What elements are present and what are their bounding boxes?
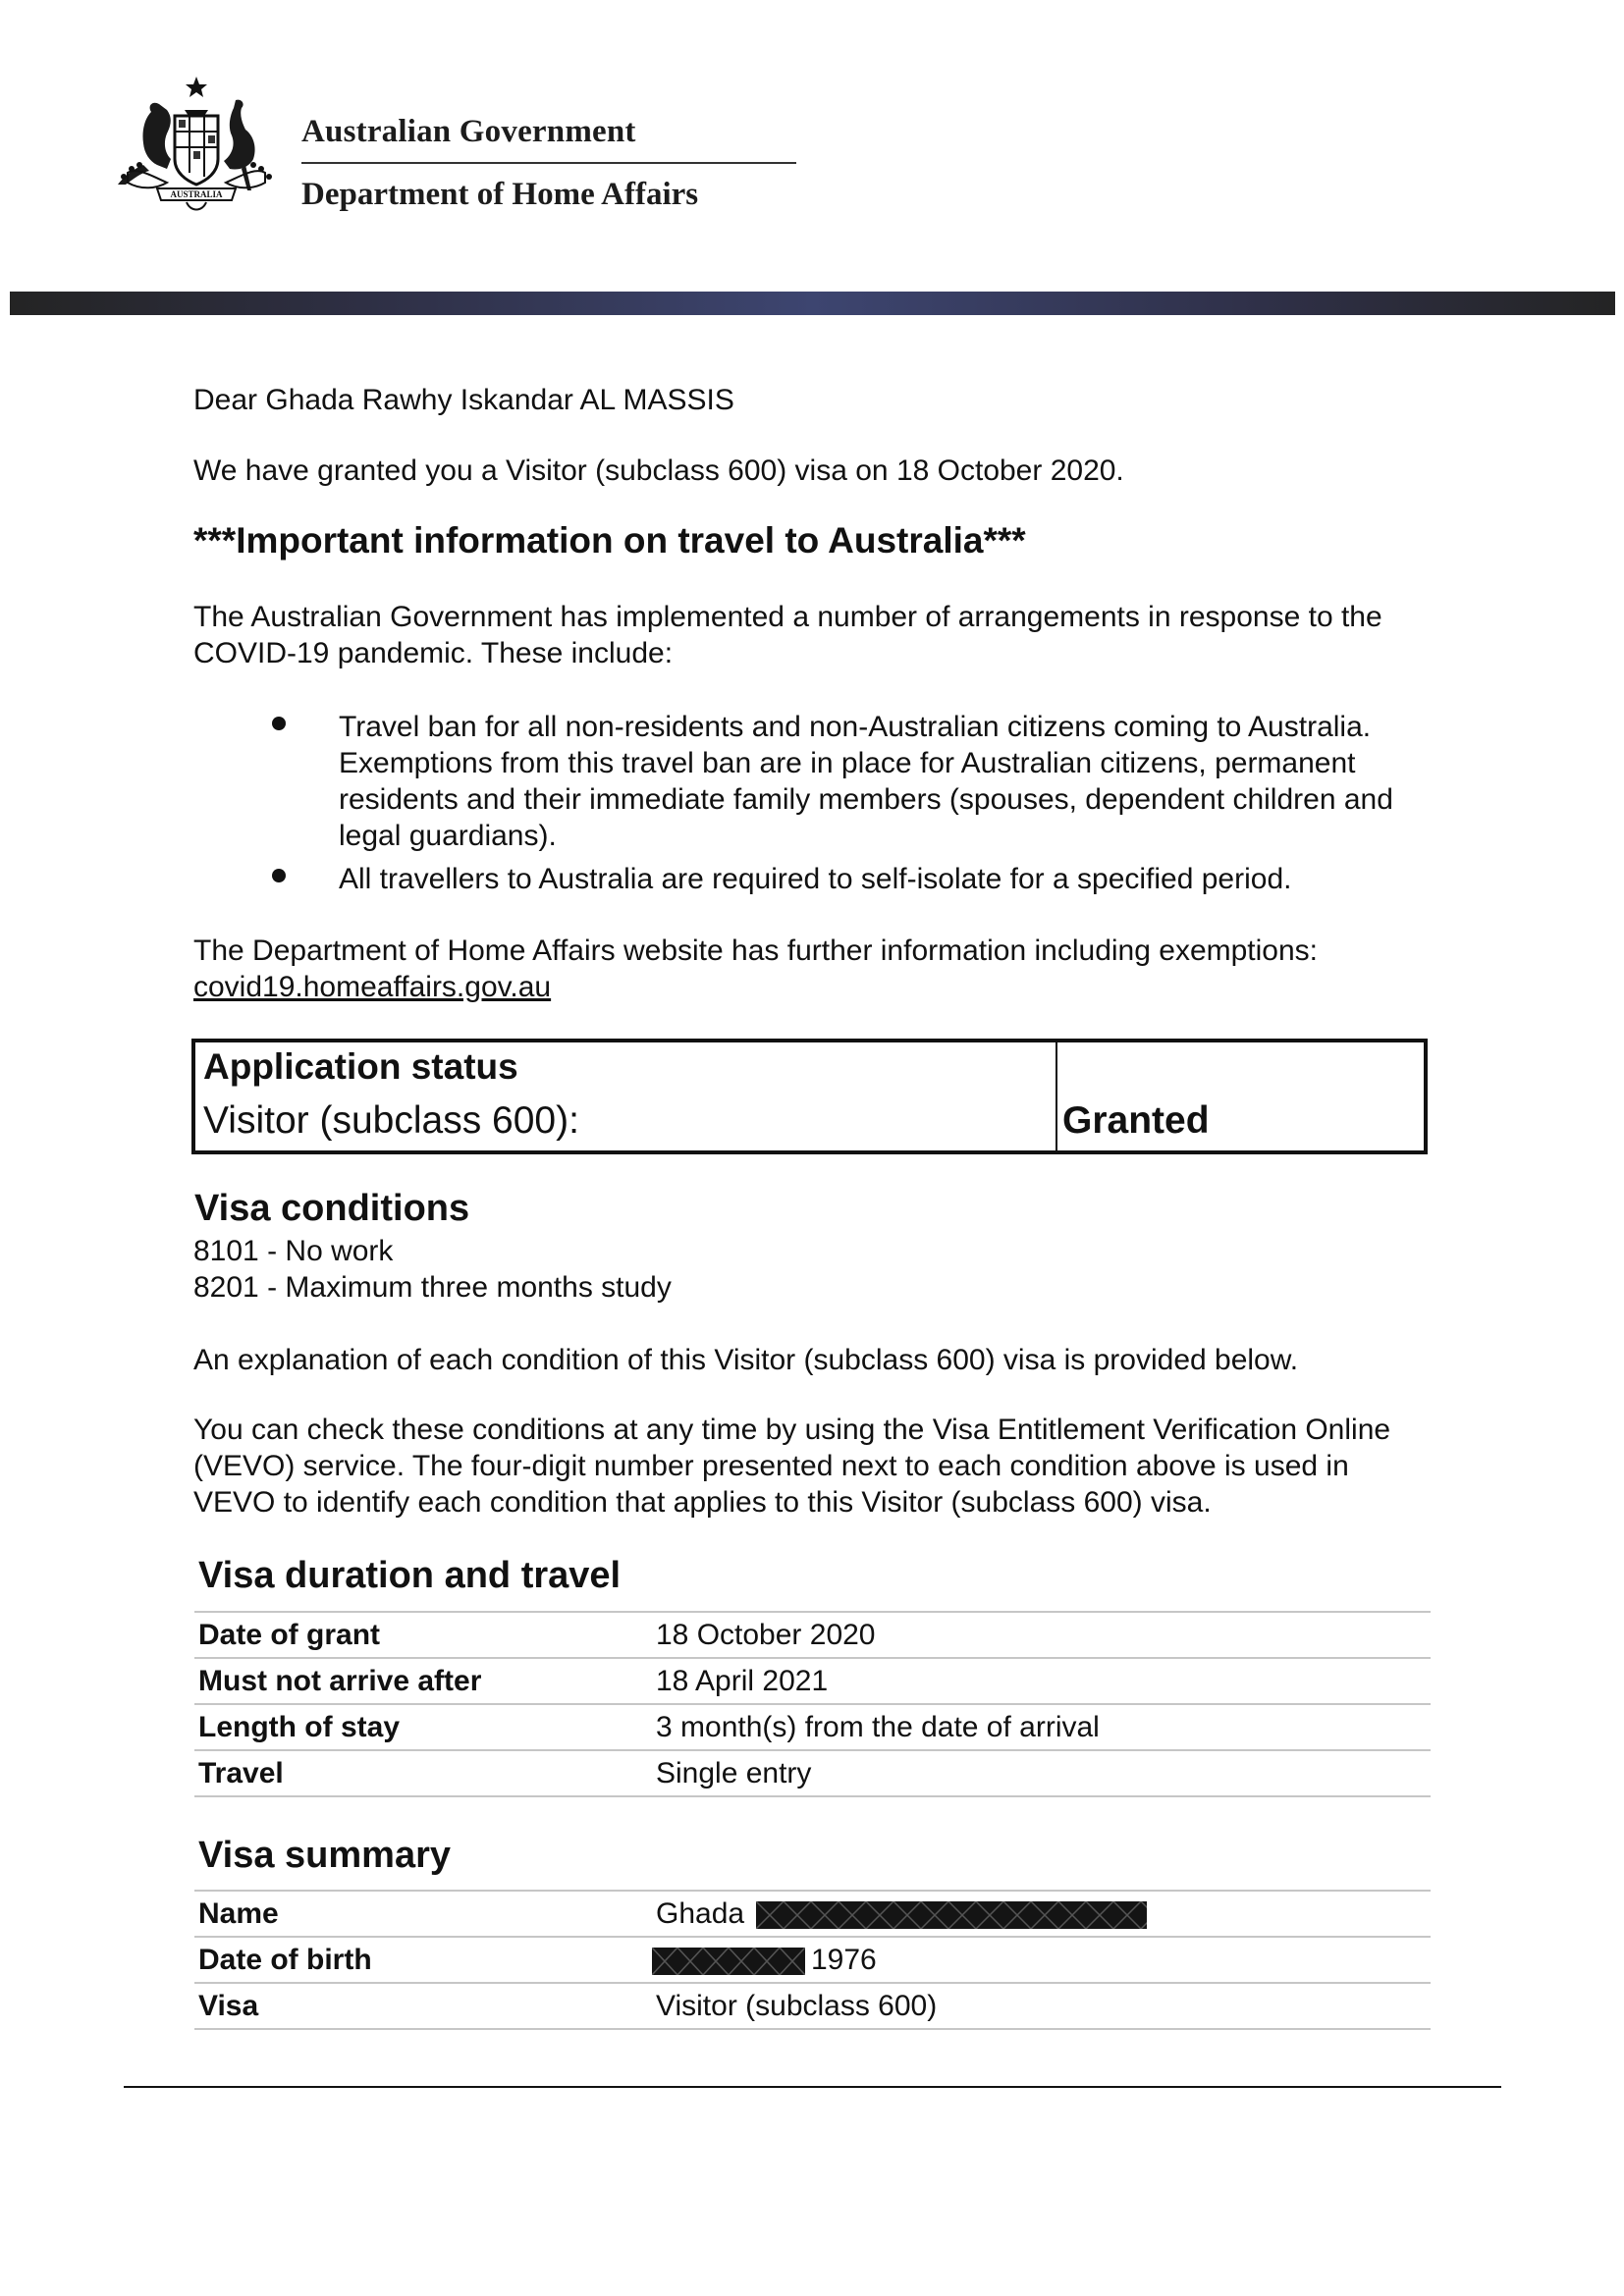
visa-duration-title: Visa duration and travel <box>198 1555 622 1596</box>
table-row: Date of grant 18 October 2020 <box>194 1612 1431 1658</box>
status-divider <box>1056 1042 1057 1150</box>
covid-intro: The Australian Government has implemented a number of arrangements in response to the COVID-19 pandemic. These include: <box>193 601 1382 669</box>
table-row: Date of birth 1976 <box>194 1937 1431 1983</box>
footer-divider <box>124 2086 1501 2088</box>
salutation: Dear Ghada Rawhy Iskandar AL MASSIS <box>193 384 734 416</box>
redaction-mark <box>652 1948 805 1975</box>
crest-label: AUSTRALIA <box>170 189 223 199</box>
important-heading: ***Important information on travel to Australia*** <box>193 520 1026 561</box>
visa-summary-table <box>194 1890 1431 2030</box>
bullet-icon <box>272 869 286 882</box>
bullet-icon <box>272 717 286 730</box>
grant-statement: We have granted you a Visitor (subclass 600) visa on 18 October 2020. <box>193 454 1124 487</box>
visa-summary-title: Visa summary <box>198 1835 452 1876</box>
letterhead <box>98 75 707 232</box>
status-title: Application status <box>203 1046 518 1087</box>
table-row: Length of stay 3 month(s) from the date of arrival <box>194 1704 1431 1750</box>
condition-item: 8101 - No work <box>193 1235 394 1267</box>
covid-arrangements-list <box>193 709 1433 904</box>
status-badge: Granted <box>1062 1099 1210 1142</box>
conditions-explanation: An explanation of each condition of this Visitor (subclass 600) visa is provided below. <box>193 1344 1299 1376</box>
condition-item: 8201 - Maximum three months study <box>193 1271 672 1304</box>
redaction-mark <box>756 1901 1147 1929</box>
org-name: Australian Government <box>301 114 636 149</box>
coat-of-arms-icon <box>98 75 295 222</box>
table-row: Visa Visitor (subclass 600) <box>194 1983 1431 2029</box>
visa-duration-table <box>194 1611 1431 1797</box>
table-row: Name Ghada <box>194 1891 1431 1937</box>
table-row: Must not arrive after 18 April 2021 <box>194 1658 1431 1704</box>
status-visa-label: Visitor (subclass 600): <box>203 1099 579 1142</box>
visa-conditions-title: Visa conditions <box>194 1188 470 1229</box>
list-item: Travel ban for all non-residents and non-Australian citizens coming to Australia. Exemptions from this travel ban are in place for Australian citizens, permanent residents and their immediate family members (spouses, dependent children and legal guardians). <box>193 709 1433 854</box>
header-band <box>10 292 1615 315</box>
table-row: Travel Single entry <box>194 1750 1431 1796</box>
website-info: The Department of Home Affairs website has further information including exemptions: covid19.homeaffairs.gov.au <box>193 934 1319 1003</box>
vevo-info: You can check these conditions at any time by using the Visa Entitlement Verification Online (VEVO) service. The four-digit number presented next to each condition above is used in VEVO to identify each condition that applies to this Visitor (subclass 600) visa. <box>193 1414 1391 1519</box>
letterhead-divider <box>301 162 796 164</box>
list-item: All travellers to Australia are required to self-isolate for a specified period. <box>193 861 1433 897</box>
department-name: Department of Home Affairs <box>301 177 699 212</box>
website-link[interactable]: covid19.homeaffairs.gov.au <box>193 971 552 1003</box>
application-status-box <box>191 1039 1428 1154</box>
